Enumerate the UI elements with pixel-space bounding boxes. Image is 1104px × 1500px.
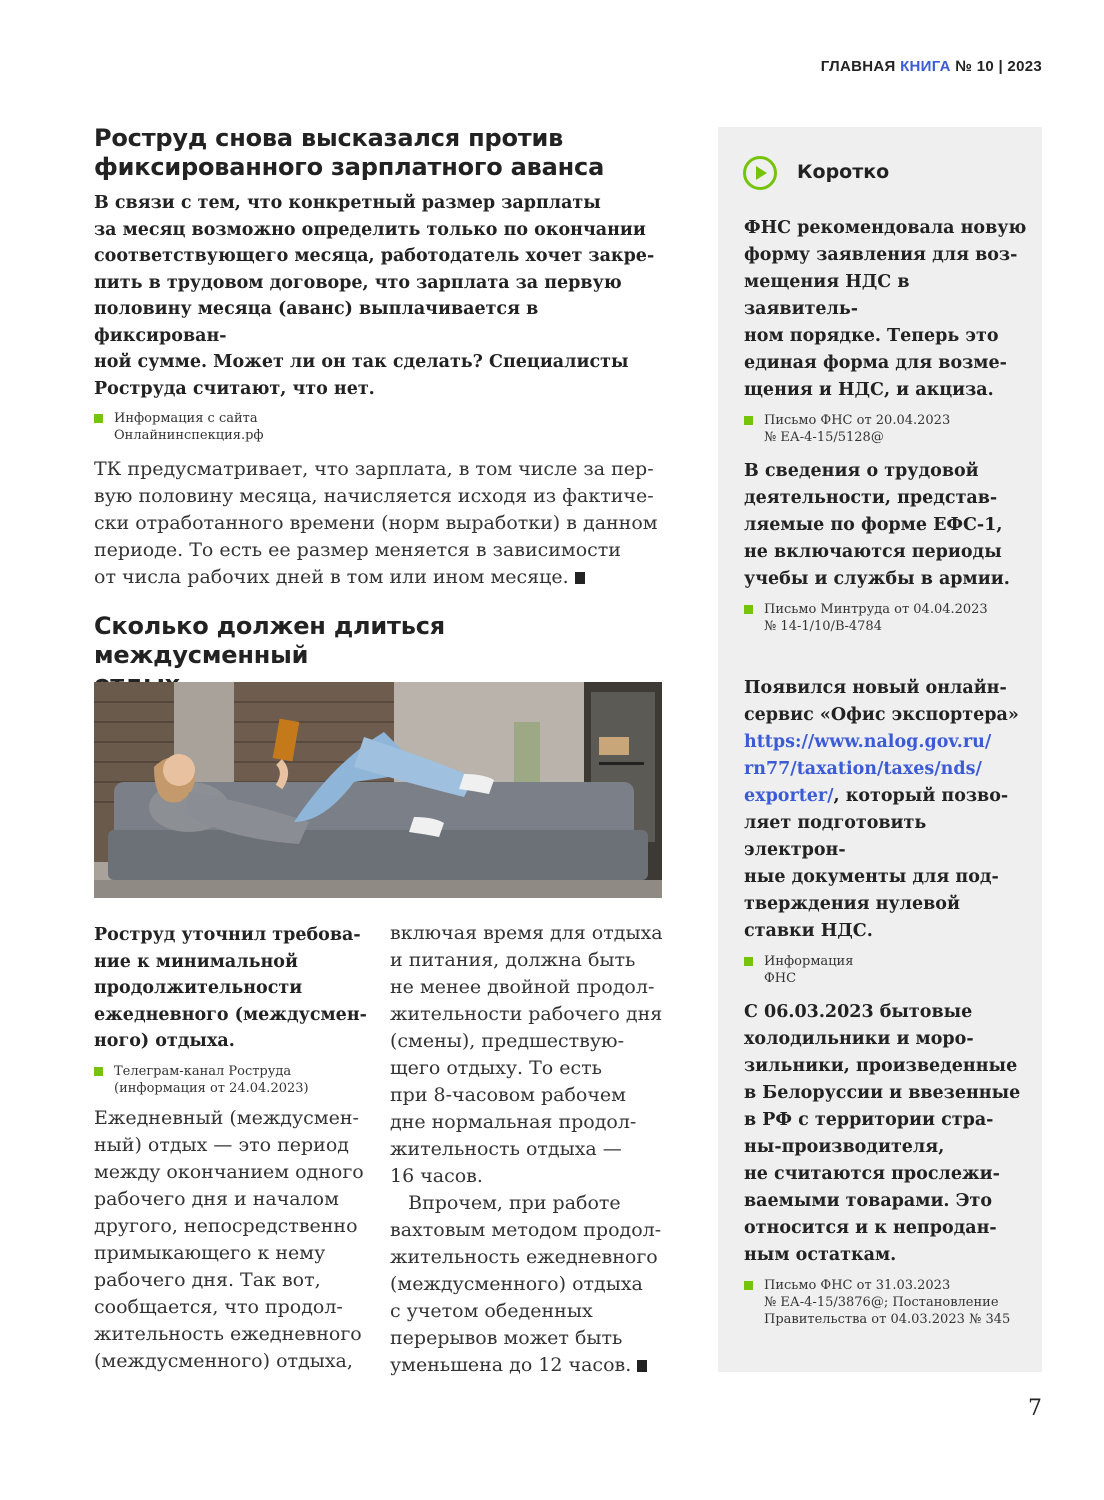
brief-item: В сведения о трудовой деятельности, представ- ляемые по форме ЕФС-1, не включаются периоды учебы и службы в армии. Письмо Минтруда от 04.04.2023 № 14-1/10/В-4784	[744, 458, 1028, 635]
green-square-icon	[94, 1067, 103, 1076]
source-note: Информация ФНС	[744, 953, 1028, 987]
source-note: Телеграм-канал Роструда (информация от 24.04.2023)	[94, 1063, 374, 1097]
article-body: ТК предусматривает, что зарплата, в том числе за пер- вую половину месяца, начисляется исходя из фактиче- ски отработанного времени (норм выработки) в данном периоде. То есть ее размер меняется в зависимости от числа рабочих дней в том или ином месяце.	[94, 458, 658, 588]
article-lead: В связи с тем, что конкретный размер зарплаты за месяц возможно определить только по окончании соответствующего месяца, работодатель хочет закре- пить в трудовом договоре, что зарплата за первую половину месяца (аванс) выплачивается в фиксирован- ной сумме. Может ли он так сделать? Специалисты Роструда считают, что нет.	[94, 193, 655, 399]
green-square-icon	[744, 605, 753, 614]
sidebar-briefly	[718, 127, 1042, 1372]
green-square-icon	[94, 414, 103, 423]
sidebar-title: Коротко	[797, 161, 890, 183]
brand-name: ГЛАВНАЯ	[820, 58, 896, 75]
article-rest-period-col2	[390, 920, 680, 1379]
exporter-link[interactable]: rn77/taxation/taxes/nds/	[744, 759, 982, 779]
source-note: Письмо ФНС от 20.04.2023 № ЕА-4-15/5128@	[744, 412, 1028, 446]
article-title: Роструд снова высказался против фиксированного зарплатного аванса	[94, 124, 605, 181]
end-mark-icon	[637, 1360, 647, 1372]
brief-item: С 06.03.2023 бытовые холодильники и моро- зильники, произведенные в Белоруссии и ввезенные в РФ с территории стра- ны-производителя, не считаются прослежи- ваемыми товарами. Это относится и к непродан- ным остаткам. Письмо ФНС от 31.03.2023 № ЕА-4-15/3876@; Постановление Правительства от 04.03.2023 № 345	[744, 999, 1028, 1328]
brand-name-accent: КНИГА	[900, 58, 951, 75]
issue-number: № 10 | 2023	[955, 58, 1042, 75]
page-number: 7	[1028, 1396, 1042, 1421]
exporter-link[interactable]: exporter/	[744, 786, 834, 806]
magazine-header	[821, 58, 1042, 75]
article-rest-period-col1	[94, 922, 374, 1375]
source-note: Письмо ФНС от 31.03.2023 № ЕА-4-15/3876@; Постановление Правительства от 04.03.2023 № 345	[744, 1277, 1028, 1328]
article-title: Сколько должен длиться междусменный	[94, 612, 445, 669]
article-lead: Роструд уточнил требова- ние к минимальной продолжительности ежедневного (междусмен- ного) отдыха.	[94, 925, 367, 1051]
green-square-icon	[744, 1281, 753, 1290]
brief-item: ФНС рекомендовала новую форму заявления для воз- мещения НДС в заявитель- ном порядке. Теперь это единая форма для возме- щения и НДС, и акциза. Письмо ФНС от 20.04.2023 № ЕА-4-15/5128@	[744, 218, 1027, 445]
exporter-link[interactable]: https://www.nalog.gov.ru/	[744, 732, 992, 752]
photo-woman-reading-on-sofa	[94, 682, 662, 898]
article-body: включая время для отдыха и питания, должна быть не менее двойной продол- жительности рабочего дня (смены), предшествую- щего отдыху. То есть при 8-часовом рабочем дне нормальная продол- жительность отдыха — 16 часов. Впрочем, при работе вахтовым методом продол- жительность ежедневного (междусменного) отдыха с учетом обеденных перерывов может быть уменьшена до 12 часов.	[390, 922, 663, 1376]
article-body: Ежедневный (междусмен- ный) отдых — это период между окончанием одного рабочего дня и началом другого, непосредственно примыкающего к нему рабочего дня. Так вот, сообщается, что продол- жительность ежедневного (междусменного) отдыха,	[94, 1106, 364, 1372]
source-note: Письмо Минтруда от 04.04.2023 № 14-1/10/В-4784	[744, 601, 1028, 635]
source-note: Информация с сайта Онлайнинспекция.рф	[94, 410, 666, 444]
end-mark-icon	[575, 572, 585, 584]
play-icon	[742, 155, 778, 195]
green-square-icon	[744, 957, 753, 966]
article-advance-salary	[94, 124, 666, 591]
green-square-icon	[744, 416, 753, 425]
brief-item: Появился новый онлайн- сервис «Офис экспортера» https://www.nalog.gov.ru/ rn77/taxation/taxes/nds/ exporter/, который позво- ляет подготовить электрон- ные документы для под- тверждения нулевой ставки НДС. Информация ФНС	[744, 675, 1028, 987]
